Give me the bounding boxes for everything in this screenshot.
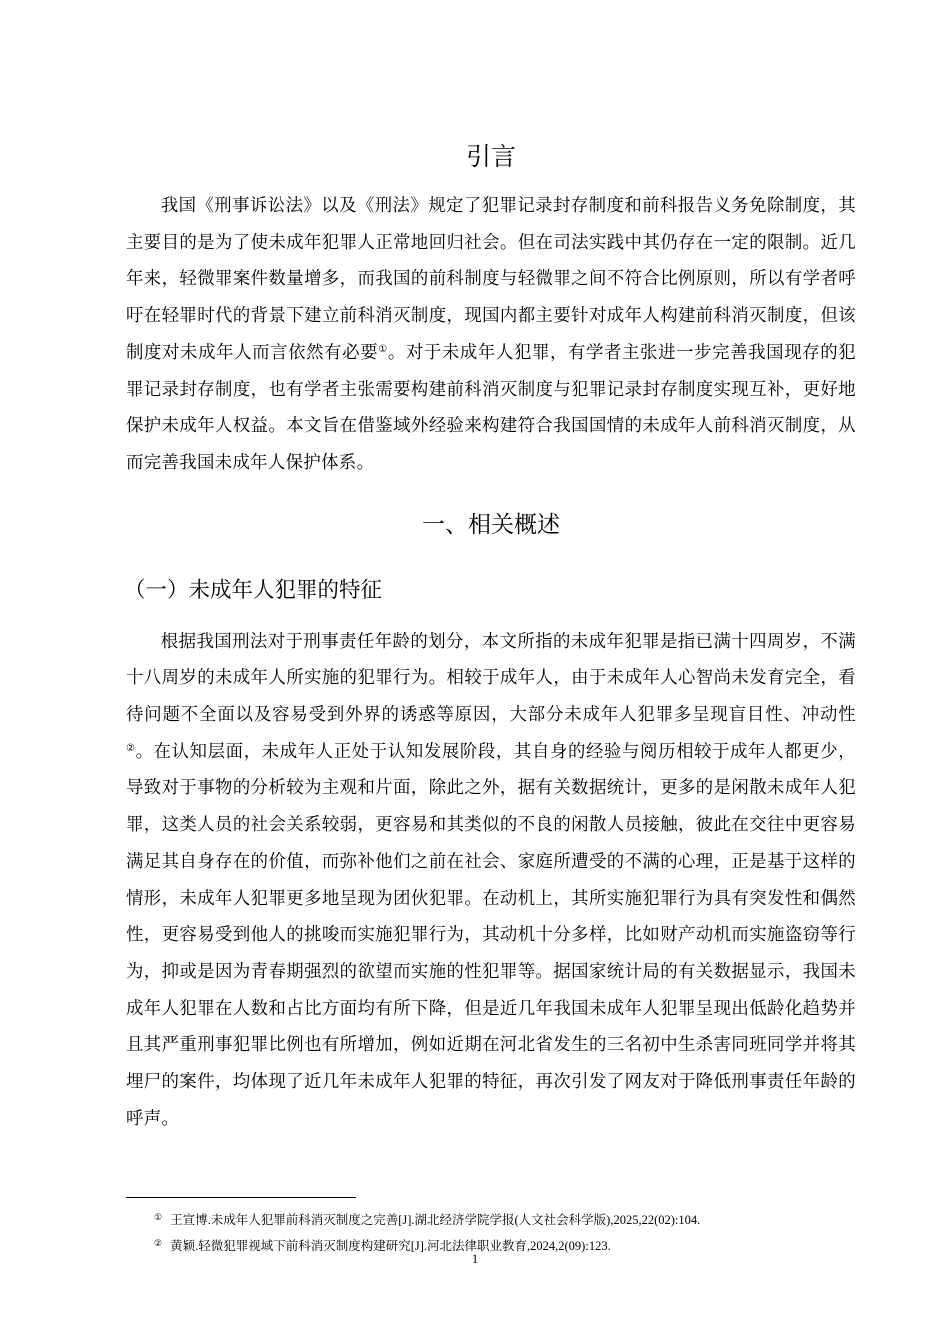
subsection-text-part-1: 根据我国刑法对于刑事责任年龄的划分，本文所指的未成年犯罪是指已满十四周岁，不满十八周岁的未成年人所实施的犯罪行为。相较于成年人，由于未成年人心智尚未发育完全，看待问题不全面以及容易受到外界的诱惑等原因，大部分未成年人犯罪多呈现盲目性、冲动性 [126,631,856,726]
footnote-2-mark: ② [154,1238,163,1248]
footnote-reference-2[interactable]: ② [126,742,136,754]
subsection-1-paragraph [126,624,856,1138]
footnote-separator [126,1197,356,1198]
footnote-1-text: 王宣博.未成年人犯罪前科消灭制度之完善[J].湖北经济学院学报(人文社会科学版),2025,22(02):104. [170,1213,701,1227]
main-content [126,142,856,1137]
page-number: 1 [471,1252,479,1266]
footnote-2-text: 黄颖.轻微犯罪视域下前科消灭制度构建研究[J].河北法律职业教育,2024,2(09):123. [170,1239,611,1253]
intro-text-part-2: 。对于未成年人犯罪，有学者主张进一步完善我国现存的犯罪记录封存制度，也有学者主张需要构建前科消灭制度与犯罪记录封存制度实现互补，更好地保护未成年人权益。本文旨在借鉴域外经验来构建符合我国国情的未成年人前科消灭制度，从而完善我国未成年人保护体系。 [126,342,856,473]
footnote-1 [154,1209,874,1228]
intro-paragraph [126,188,856,482]
footnote-1-mark: ① [154,1212,163,1222]
footnote-reference-1[interactable]: ① [378,343,388,355]
subsection-text-part-2: 。在认知层面，未成年人正处于认知发展阶段，其自身的经验与阅历相较于成年人都更少，导致对于事物的分析较为主观和片面，除此之外，据有关数据统计，更多的是闲散未成年人犯罪，这类人员的社会关系较弱，更容易和其类似的不良的闲散人员接触，彼此在交往中更容易满足其自身存在的价值，而弥补他们之前在社会、家庭所遭受的不满的心理，正是基于这样的情形，未成年人犯罪更多地呈现为团伙犯罪。在动机上，其所实施犯罪行为具有突发性和偶然性，更容易受到他人的挑唆而实施犯罪行为，其动机十分多样，比如财产动机而实施盗窃等行为，抑或是因为青春期强烈的欲望而实施的性犯罪等。据国家统计局的有关数据显示，我国未成年人犯罪在人数和占比方面均有所下降，但是近几年我国未成年人犯罪呈现出低龄化趋势并且其严重刑事犯罪比例也有所增加，例如近期在河北省发生的三名初中生杀害同班同学并将其埋尸的案件，均体现了近几年未成年人犯罪的特征，再次引发了网友对于降低刑事责任年龄的呼声。 [126,741,856,1129]
intro-text-part-1: 我国《刑事诉讼法》以及《刑法》规定了犯罪记录封存制度和前科报告义务免除制度，其主要目的是为了使未成年犯罪人正常地回归社会。但在司法实践中其仍存在一定的限制。近几年来，轻微罪案件数量增多，而我国的前科制度与轻微罪之间不符合比例原则，所以有学者呼吁在轻罪时代的背景下建立前科消灭制度，现国内都主要针对成年人构建前科消灭制度，但该制度对未成年人而言依然有必要 [126,196,856,363]
section-1-title: 一、相关概述 [422,511,560,538]
subsection-1-title: （一）未成年人犯罪的特征 [124,577,383,603]
intro-title: 引言 [465,142,516,171]
